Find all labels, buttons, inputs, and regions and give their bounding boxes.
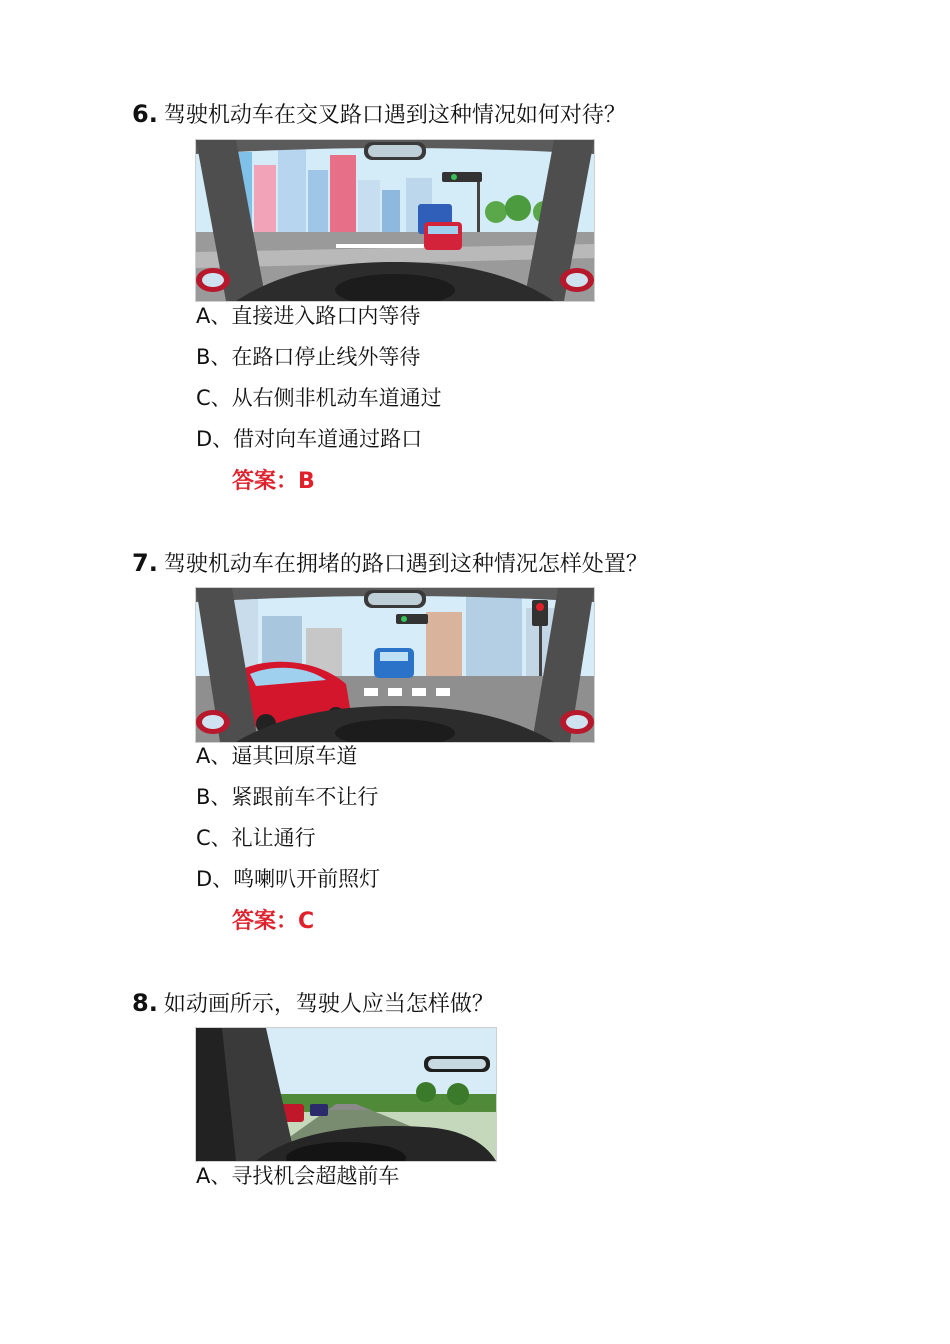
question-6-answer-label: 答案： [232,469,299,494]
question-8-text: 如动画所示，驾驶人应当怎样做？ [163,992,494,1017]
question-7-text: 驾驶机动车在拥堵的路口遇到这种情况怎样处置？ [163,552,648,577]
question-7-option-d: D、鸣喇叭开前照灯 [196,867,381,891]
question-6-option-a: A、直接进入路口内等待 [196,304,421,328]
question-7-title [132,547,648,578]
question-7-answer-label: 答案： [232,909,299,934]
question-6-option-b: B、在路口停止线外等待 [196,345,421,369]
question-7-option-c: C、礼让通行 [196,826,316,850]
question-7-number: 7. [132,549,158,577]
question-7-option-b: B、紧跟前车不让行 [196,785,379,809]
question-6-image [195,139,595,302]
question-6-text: 驾驶机动车在交叉路口遇到这种情况如何对待？ [163,103,626,128]
question-6-answer [232,464,315,495]
question-7-answer [232,904,314,935]
question-6-title [132,98,626,129]
question-7-option-a: A、逼其回原车道 [196,744,358,768]
question-8-image [195,1027,497,1162]
question-8-title [132,987,494,1018]
intersection-scene-illustration [196,140,594,301]
question-7-image [195,587,595,743]
question-7-answer-value: C [298,909,315,934]
congested-intersection-scene-illustration [196,588,594,742]
question-6-option-d: D、借对向车道通过路口 [196,427,423,451]
question-8-option-a: A、寻找机会超越前车 [196,1164,400,1188]
question-6-option-c: C、从右侧非机动车道通过 [196,386,442,410]
question-6-answer-value: B [298,469,315,494]
question-6-number: 6. [132,100,158,128]
highway-driving-scene-illustration [196,1028,496,1161]
question-8-number: 8. [132,989,158,1017]
